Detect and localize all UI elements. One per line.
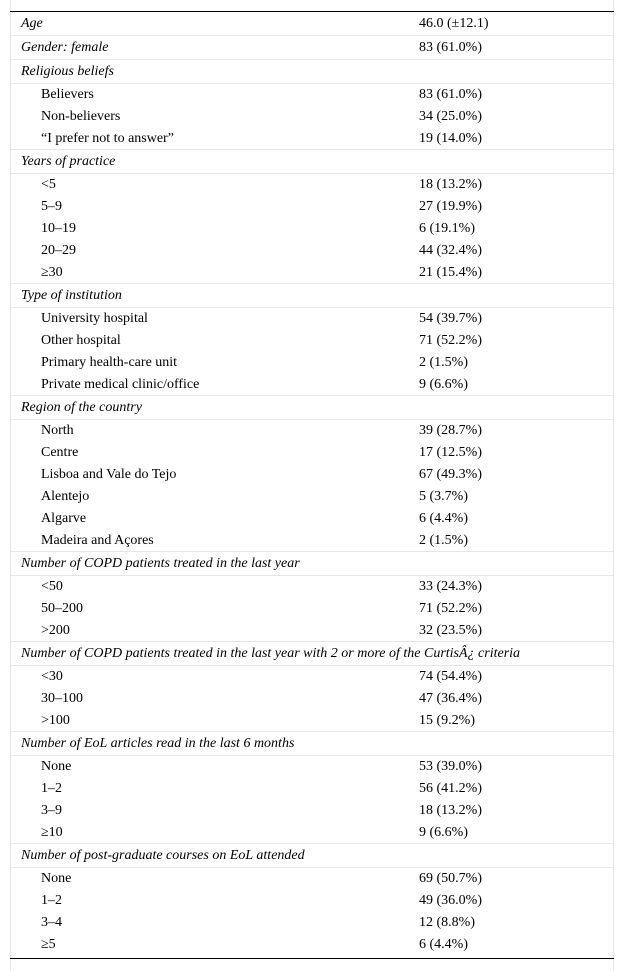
row-label: <30 xyxy=(41,669,63,684)
row-label: Madeira and Açores xyxy=(41,533,154,548)
row-value: 74 (54.4%) xyxy=(419,669,482,684)
row-label: Non-believers xyxy=(41,109,121,124)
row-label: ≥5 xyxy=(41,937,56,952)
row-label: North xyxy=(41,423,74,438)
row-label: <5 xyxy=(41,177,56,192)
row-label: >200 xyxy=(41,623,70,638)
row-value: 32 (23.5%) xyxy=(419,623,482,638)
table-row xyxy=(10,240,614,262)
row-value: 27 (19.9%) xyxy=(419,199,482,214)
row-value: 83 (61.0%) xyxy=(419,87,482,102)
row-value: 6 (4.4%) xyxy=(419,937,468,952)
row-value: 71 (52.2%) xyxy=(419,601,482,616)
section-label: Age xyxy=(21,16,43,31)
section-label: Type of institution xyxy=(21,288,122,303)
row-label: Believers xyxy=(41,87,94,102)
row-value: 83 (61.0%) xyxy=(419,40,482,55)
row-value: 34 (25.0%) xyxy=(419,109,482,124)
row-value: 46.0 (±12.1) xyxy=(419,16,489,31)
section-label: Gender: female xyxy=(21,40,109,55)
table-row xyxy=(10,464,614,486)
table-row xyxy=(10,352,614,374)
row-value: 39 (28.7%) xyxy=(419,423,482,438)
table-section-header xyxy=(10,642,614,666)
row-label: <50 xyxy=(41,579,63,594)
table-row xyxy=(10,420,614,442)
row-value: 6 (4.4%) xyxy=(419,511,468,526)
row-label: None xyxy=(41,871,72,886)
table-row xyxy=(10,262,614,284)
row-label: 5–9 xyxy=(41,199,62,214)
row-label: Private medical clinic/office xyxy=(41,377,200,392)
row-value: 9 (6.6%) xyxy=(419,377,468,392)
row-label: ≥30 xyxy=(41,265,63,280)
row-label: Algarve xyxy=(41,511,87,526)
table-row xyxy=(10,710,614,732)
table-row xyxy=(10,330,614,352)
table-section-header xyxy=(10,732,614,756)
table-row xyxy=(10,912,614,934)
row-label: ≥10 xyxy=(41,825,63,840)
row-label: 30–100 xyxy=(41,691,83,706)
section-label: Number of COPD patients treated in the last year with 2 or more of the CurtisÂ¿ criteria xyxy=(21,646,521,661)
row-value: 6 (19.1%) xyxy=(419,221,475,236)
table-row xyxy=(10,442,614,464)
table-bottom-rule xyxy=(10,958,614,959)
table-row xyxy=(10,598,614,620)
table-row xyxy=(10,508,614,530)
row-label: 10–19 xyxy=(41,221,76,236)
row-label: 1–2 xyxy=(41,781,62,796)
row-label: 20–29 xyxy=(41,243,76,258)
table-section-header xyxy=(10,12,614,36)
row-value: 67 (49.3%) xyxy=(419,467,482,482)
row-value: 2 (1.5%) xyxy=(419,533,468,548)
table-row xyxy=(10,934,614,956)
row-value: 18 (13.2%) xyxy=(419,177,482,192)
row-label: 3–9 xyxy=(41,803,62,818)
table-section-header xyxy=(10,552,614,576)
table-row xyxy=(10,620,614,642)
row-value: 56 (41.2%) xyxy=(419,781,482,796)
section-label: Region of the country xyxy=(21,400,142,415)
row-value: 5 (3.7%) xyxy=(419,489,468,504)
row-label: 3–4 xyxy=(41,915,62,930)
row-value: 44 (32.4%) xyxy=(419,243,482,258)
table-section-header xyxy=(10,396,614,420)
section-label: Religious beliefs xyxy=(21,64,114,79)
table-row xyxy=(10,666,614,688)
table-row xyxy=(10,106,614,128)
row-label: Alentejo xyxy=(41,489,90,504)
table-row xyxy=(10,688,614,710)
table-row xyxy=(10,576,614,598)
row-label: University hospital xyxy=(41,311,148,326)
demographics-table xyxy=(10,12,614,956)
table-section-header xyxy=(10,150,614,174)
table-row xyxy=(10,530,614,552)
row-value: 53 (39.0%) xyxy=(419,759,482,774)
row-value: 19 (14.0%) xyxy=(419,131,482,146)
row-label: 1–2 xyxy=(41,893,62,908)
section-label: Number of EoL articles read in the last 6 months xyxy=(21,736,295,751)
row-label: >100 xyxy=(41,713,70,728)
table-row xyxy=(10,800,614,822)
section-label: Number of COPD patients treated in the last year xyxy=(21,556,300,571)
table-row xyxy=(10,174,614,196)
table-section-header xyxy=(10,60,614,84)
table-section-header xyxy=(10,844,614,868)
row-value: 17 (12.5%) xyxy=(419,445,482,460)
row-value: 18 (13.2%) xyxy=(419,803,482,818)
row-value: 9 (6.6%) xyxy=(419,825,468,840)
table-row xyxy=(10,374,614,396)
table-row xyxy=(10,868,614,890)
table-row xyxy=(10,196,614,218)
row-label: Primary health-care unit xyxy=(41,355,178,370)
row-value: 47 (36.4%) xyxy=(419,691,482,706)
row-label: 50–200 xyxy=(41,601,83,616)
row-value: 71 (52.2%) xyxy=(419,333,482,348)
row-value: 54 (39.7%) xyxy=(419,311,482,326)
row-value: 49 (36.0%) xyxy=(419,893,482,908)
table-row xyxy=(10,308,614,330)
row-value: 33 (24.3%) xyxy=(419,579,482,594)
row-value: 69 (50.7%) xyxy=(419,871,482,886)
row-label: “I prefer not to answer” xyxy=(41,131,174,146)
section-label: Number of post-graduate courses on EoL attended xyxy=(21,848,305,863)
table-row xyxy=(10,822,614,844)
row-value: 12 (8.8%) xyxy=(419,915,475,930)
row-value: 2 (1.5%) xyxy=(419,355,468,370)
row-label: Lisboa and Vale do Tejo xyxy=(41,467,177,482)
table-row xyxy=(10,890,614,912)
row-value: 21 (15.4%) xyxy=(419,265,482,280)
row-value: 15 (9.2%) xyxy=(419,713,475,728)
table-row xyxy=(10,128,614,150)
table-section-header xyxy=(10,284,614,308)
table-row xyxy=(10,756,614,778)
table-row xyxy=(10,218,614,240)
row-label: Other hospital xyxy=(41,333,121,348)
row-label: None xyxy=(41,759,72,774)
table-row xyxy=(10,84,614,106)
table-section-header xyxy=(10,36,614,60)
table-row xyxy=(10,778,614,800)
section-label: Years of practice xyxy=(21,154,116,169)
table-row xyxy=(10,486,614,508)
row-label: Centre xyxy=(41,445,79,460)
